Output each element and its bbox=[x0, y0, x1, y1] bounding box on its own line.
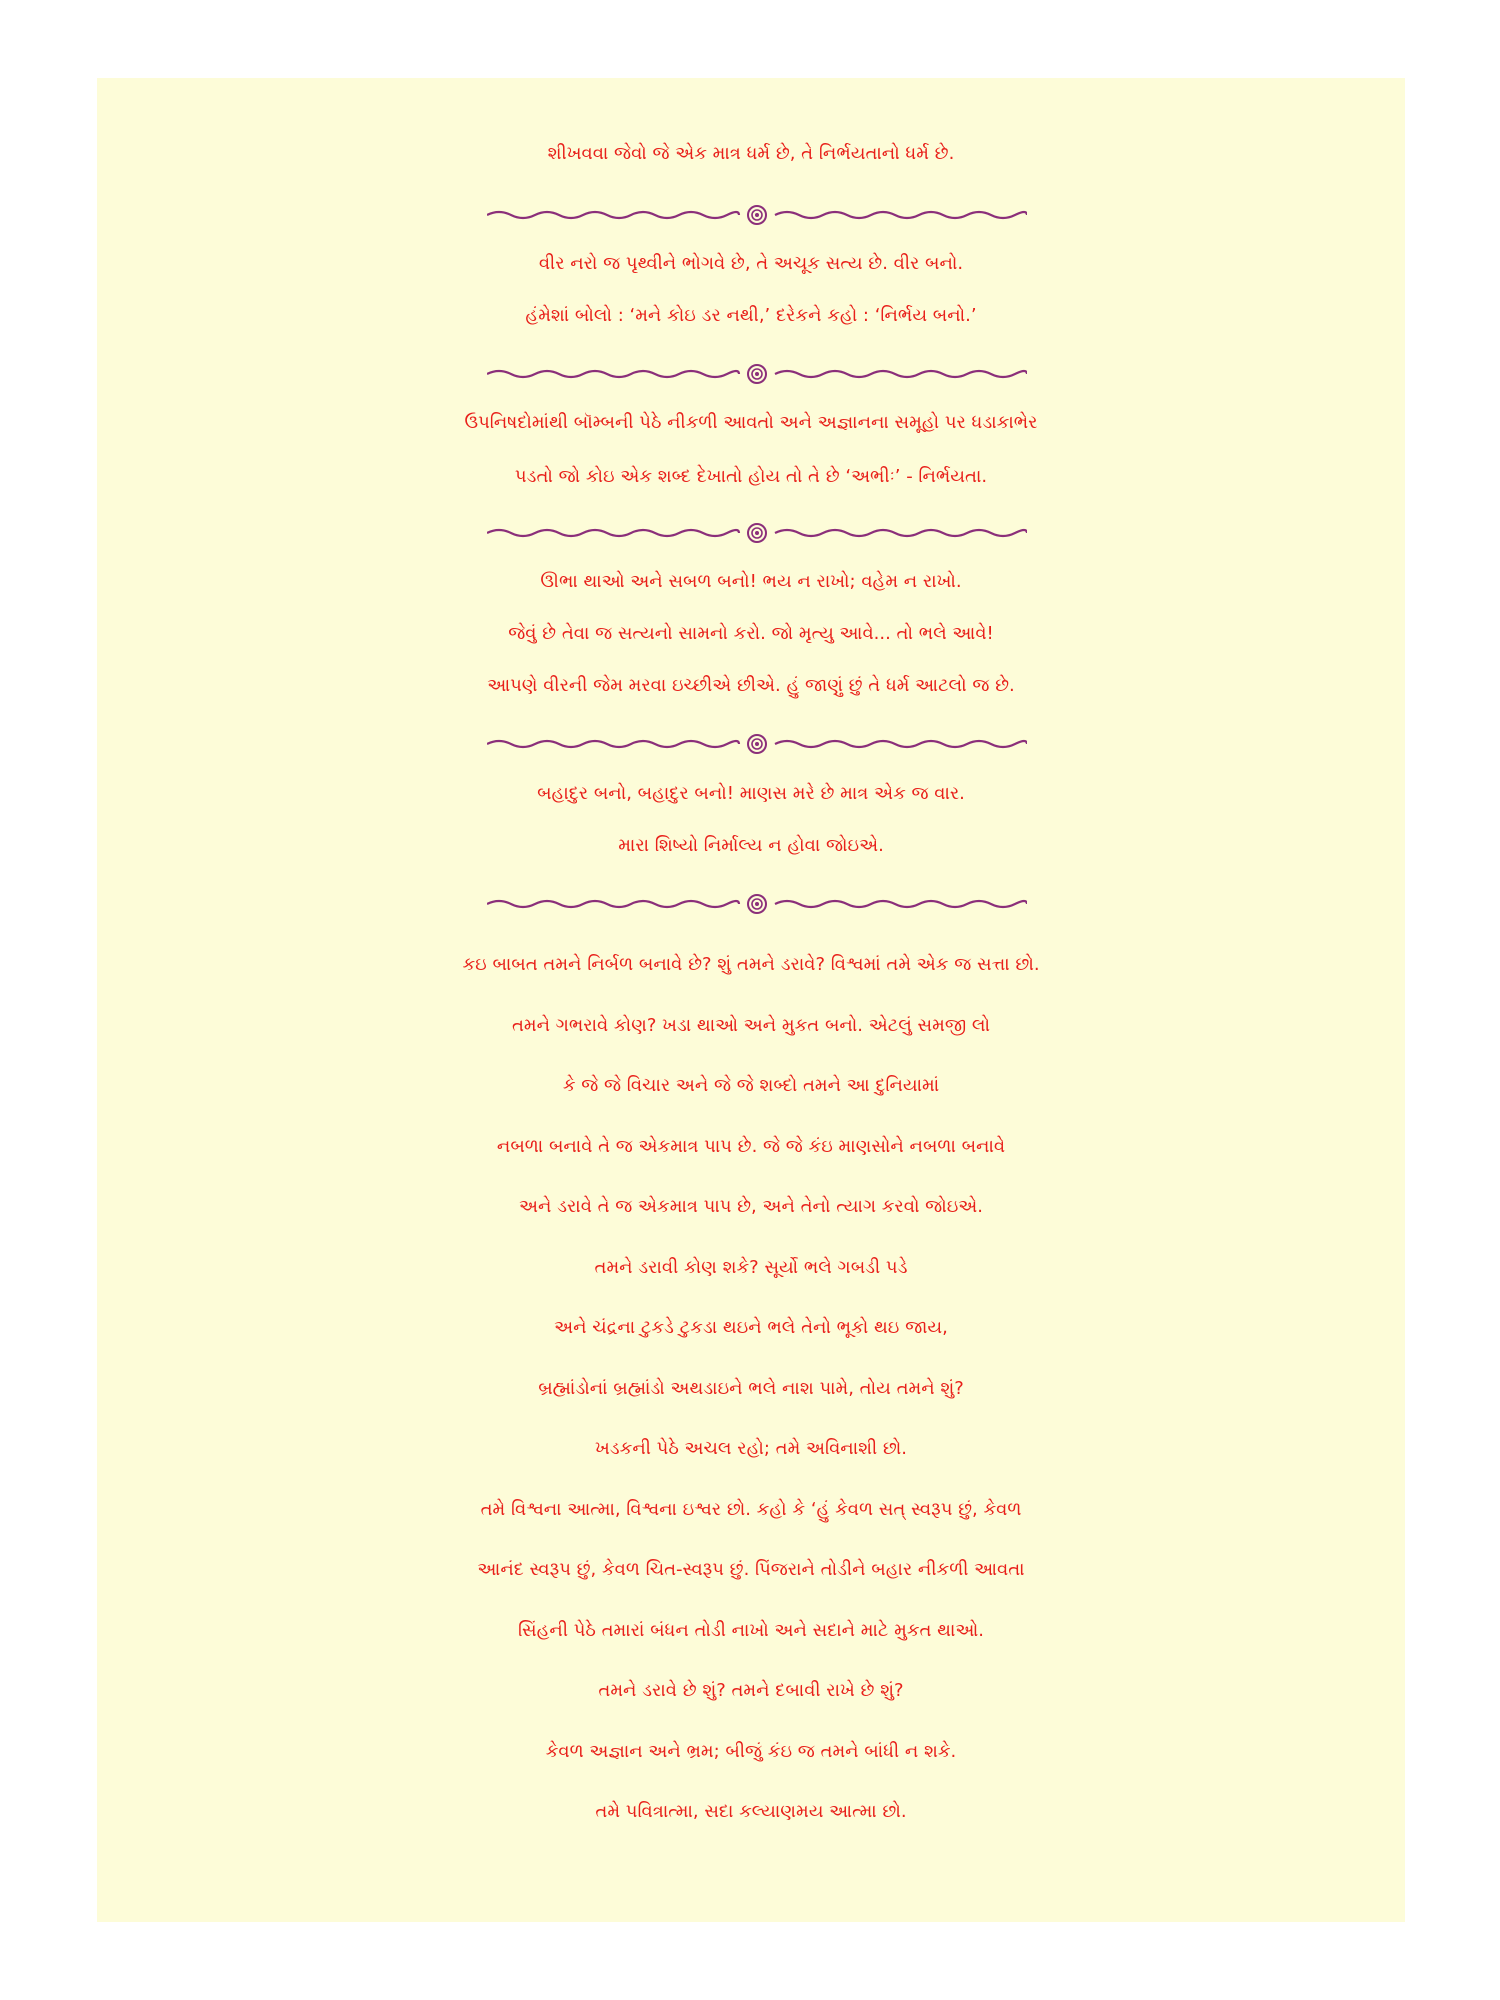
ornamental-divider-4 bbox=[487, 729, 1027, 759]
text-line: સિંહની પેઠે તમારાં બંધન તોડી નાખો અને સદાને માટે મુકત થાઓ. bbox=[517, 1619, 985, 1641]
text-line: તમને ગભરાવે કોણ? ખડા થાઓ અને મુકત બનો. એટલું સમજી લો bbox=[511, 1014, 991, 1036]
text-line: બહાદુર બનો, બહાદુર બનો! માણસ મરે છે માત્ર એક જ વાર. bbox=[537, 783, 965, 804]
text-line: મારા શિષ્યો નિર્માલ્ય ન હોવા જોઇએ. bbox=[618, 835, 884, 856]
quote-page bbox=[97, 78, 1405, 1922]
ornamental-divider-1 bbox=[487, 200, 1027, 230]
text-line: બ્રહ્માંડોનાં બ્રહ્માંડો અથડાઇને ભલે નાશ પામે, તોય તમને શું? bbox=[538, 1377, 964, 1399]
text-line: ઊભા થાઓ અને સબળ બનો! ભય ન રાખો; વહેમ ન રાખો. bbox=[540, 571, 962, 592]
stanza-3 bbox=[97, 396, 1405, 504]
text-line: તમે વિશ્વના આત્મા, વિશ્વના ઇશ્વર છો. કહો કે ‘હું કેવળ સત્ સ્વરૂપ છું, કેવળ bbox=[480, 1498, 1022, 1520]
stanza-4 bbox=[97, 556, 1405, 712]
text-line: અને ચંદ્રના ટુકડે ટુકડા થઇને ભલે તેનો ભૂકો થઇ જાય, bbox=[554, 1317, 948, 1338]
text-line: કેવળ અજ્ઞાન અને ભ્રમ; બીજું કંઇ જ તમને બાંધી ન શકે. bbox=[545, 1740, 957, 1762]
stanza-2 bbox=[97, 238, 1405, 342]
text-line: તમને ડરાવે છે શું? તમને દબાવી રાખે છે શું? bbox=[598, 1680, 904, 1701]
text-line: કે જે જે વિચાર અને જે જે શબ્દો તમને આ દુનિયામાં bbox=[562, 1075, 940, 1096]
stanza-6 bbox=[97, 935, 1405, 1843]
text-line: તમે પવિત્રાત્મા, સદા કલ્યાણમય આત્મા છો. bbox=[595, 1801, 907, 1822]
text-line: ખડકની પેઠે અચલ રહો; તમે અવિનાશી છો. bbox=[595, 1438, 907, 1459]
text-line: કઇ બાબત તમને નિર્બળ બનાવે છે? શું તમને ડરાવે? વિશ્વમાં તમે એક જ સત્તા છો. bbox=[462, 954, 1040, 975]
text-line: શીખવવા જેવો જે એક માત્ર ધર્મ છે, તે નિર્ભયતાનો ધર્મ છે. bbox=[547, 143, 955, 164]
text-line: હંમેશાં બોલો : ‘મને કોઇ ડર નથી,’ દરેકને કહો : ‘નિર્ભય બનો.’ bbox=[525, 305, 977, 326]
text-line: ઉપનિષદોમાંથી બૉમ્બની પેઠે નીકળી આવતો અને અજ્ઞાનના સમૂહો પર ધડાકાભેર bbox=[464, 412, 1038, 433]
text-line: પડતો જો કોઇ એક શબ્દ દેખાતો હોય તો તે છે ‘અભીઃ’ - નિર્ભયતા. bbox=[514, 466, 988, 487]
text-line: તમને ડરાવી કોણ શકે? સૂર્યો ભલે ગબડી પડે bbox=[594, 1256, 908, 1278]
ornamental-divider-5 bbox=[487, 889, 1027, 919]
text-line: અને ડરાવે તે જ એકમાત્ર પાપ છે, અને તેનો ત્યાગ કરવો જોઇએ. bbox=[518, 1196, 983, 1217]
ornamental-divider-2 bbox=[487, 359, 1027, 389]
ornamental-divider-3 bbox=[487, 518, 1027, 548]
text-line: આનંદ સ્વરૂપ છું, કેવળ ચિત-સ્વરૂપ છું. પિંજરાને તોડીને બહાર નીકળી આવતા bbox=[477, 1559, 1025, 1580]
stanza-5 bbox=[97, 768, 1405, 872]
stanza-1 bbox=[97, 134, 1405, 174]
text-line: વીર નરો જ પૃથ્વીને ભોગવે છે, તે અચૂક સત્ય છે. વીર બનો. bbox=[538, 253, 964, 274]
text-line: આપણે વીરની જેમ મરવા ઇચ્છીએ છીએ. હું જાણું છું તે ધર્મ આટલો જ છે. bbox=[487, 675, 1015, 696]
text-line: જેવું છે તેવા જ સત્યનો સામનો કરો. જો મૃત્યુ આવે... તો ભલે આવે! bbox=[508, 623, 994, 644]
text-line: નબળા બનાવે તે જ એકમાત્ર પાપ છે. જે જે કંઇ માણસોને નબળા બનાવે bbox=[496, 1135, 1006, 1157]
